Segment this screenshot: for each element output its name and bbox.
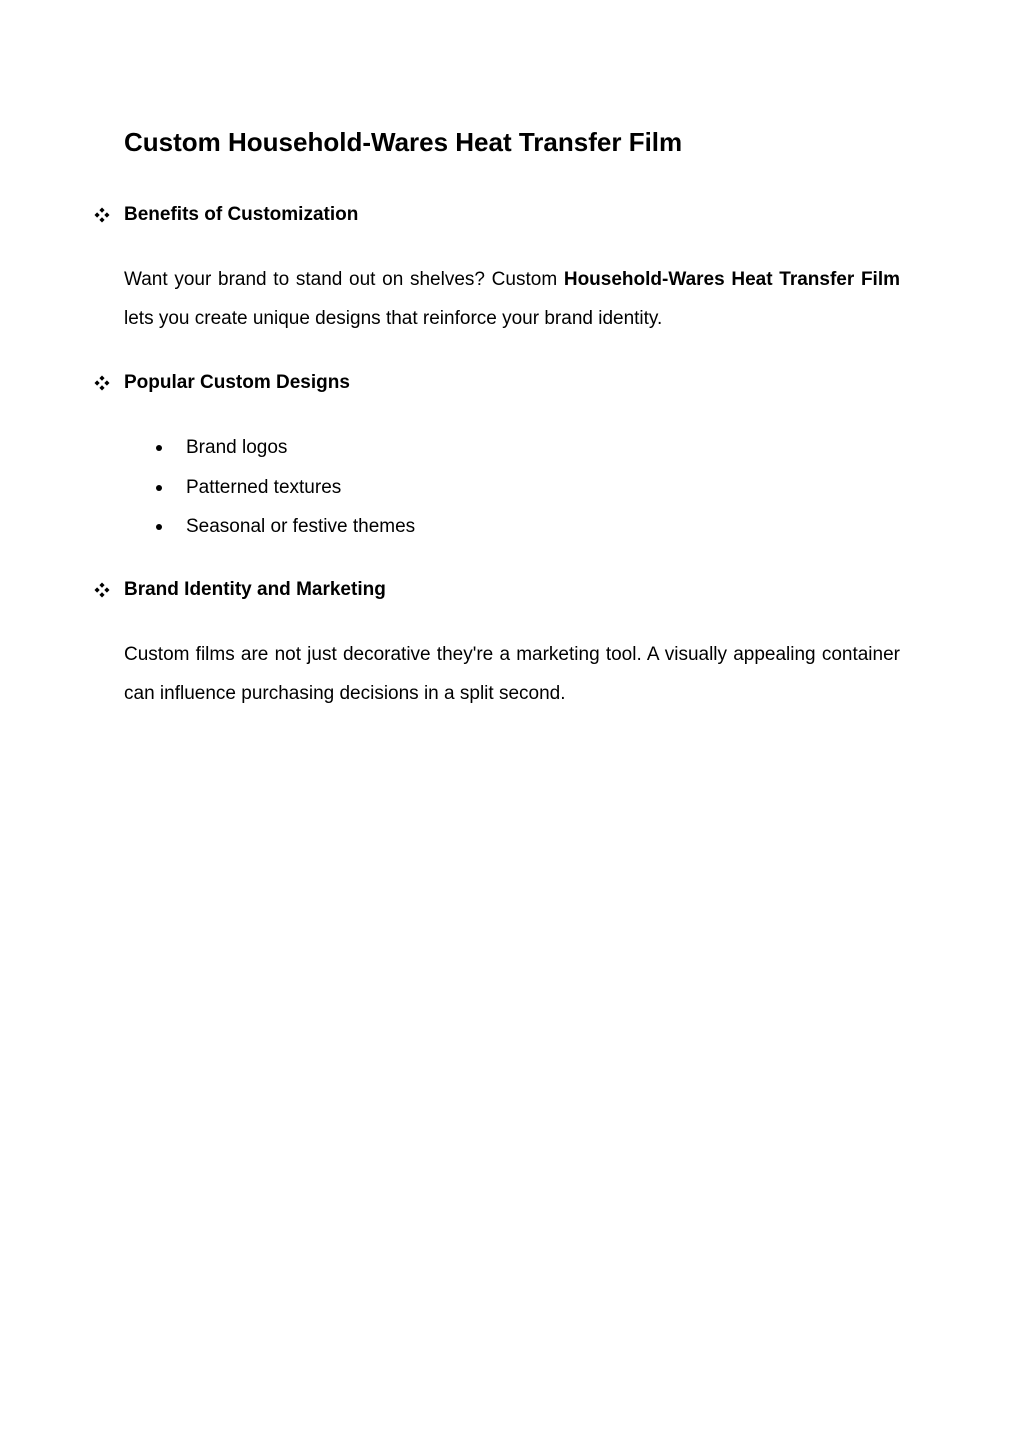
section-heading-brand-identity [94, 576, 386, 604]
list-item-label: Seasonal or festive themes [186, 516, 416, 537]
list-item [124, 428, 415, 468]
section-heading-popular-designs [94, 369, 350, 397]
product-name-bold: Household-Wares Heat Transfer Film [563, 269, 901, 290]
diamond-bullet-icon [94, 375, 110, 391]
benefits-paragraph [124, 260, 900, 338]
bullet-dot-icon [156, 524, 162, 530]
design-list [124, 428, 415, 547]
section-heading-label: Benefits of Customization [124, 204, 359, 225]
paragraph-text: Want your brand to stand out on shelves? Custom [124, 269, 564, 290]
bullet-dot-icon [156, 485, 162, 491]
list-item [124, 507, 415, 547]
document-title: Custom Household-Wares Heat Transfer Film [124, 127, 683, 157]
list-item-label: Patterned textures [186, 476, 342, 498]
diamond-bullet-icon [94, 582, 110, 598]
list-item [124, 468, 415, 508]
section-heading-label: Popular Custom Designs [124, 372, 350, 393]
section-heading-label: Brand Identity and Marketing [124, 579, 386, 600]
list-item-label: Brand logos [186, 437, 288, 458]
bullet-dot-icon [156, 445, 162, 451]
section-heading-benefits [94, 201, 358, 229]
marketing-paragraph: Custom films are not just decorative they're a marketing tool. A visually appealing container can influence purchasing decisions in a split second. [124, 644, 900, 704]
diamond-bullet-icon [94, 207, 110, 223]
paragraph-text: lets you create unique designs that reinforce your brand identity. [124, 308, 663, 329]
